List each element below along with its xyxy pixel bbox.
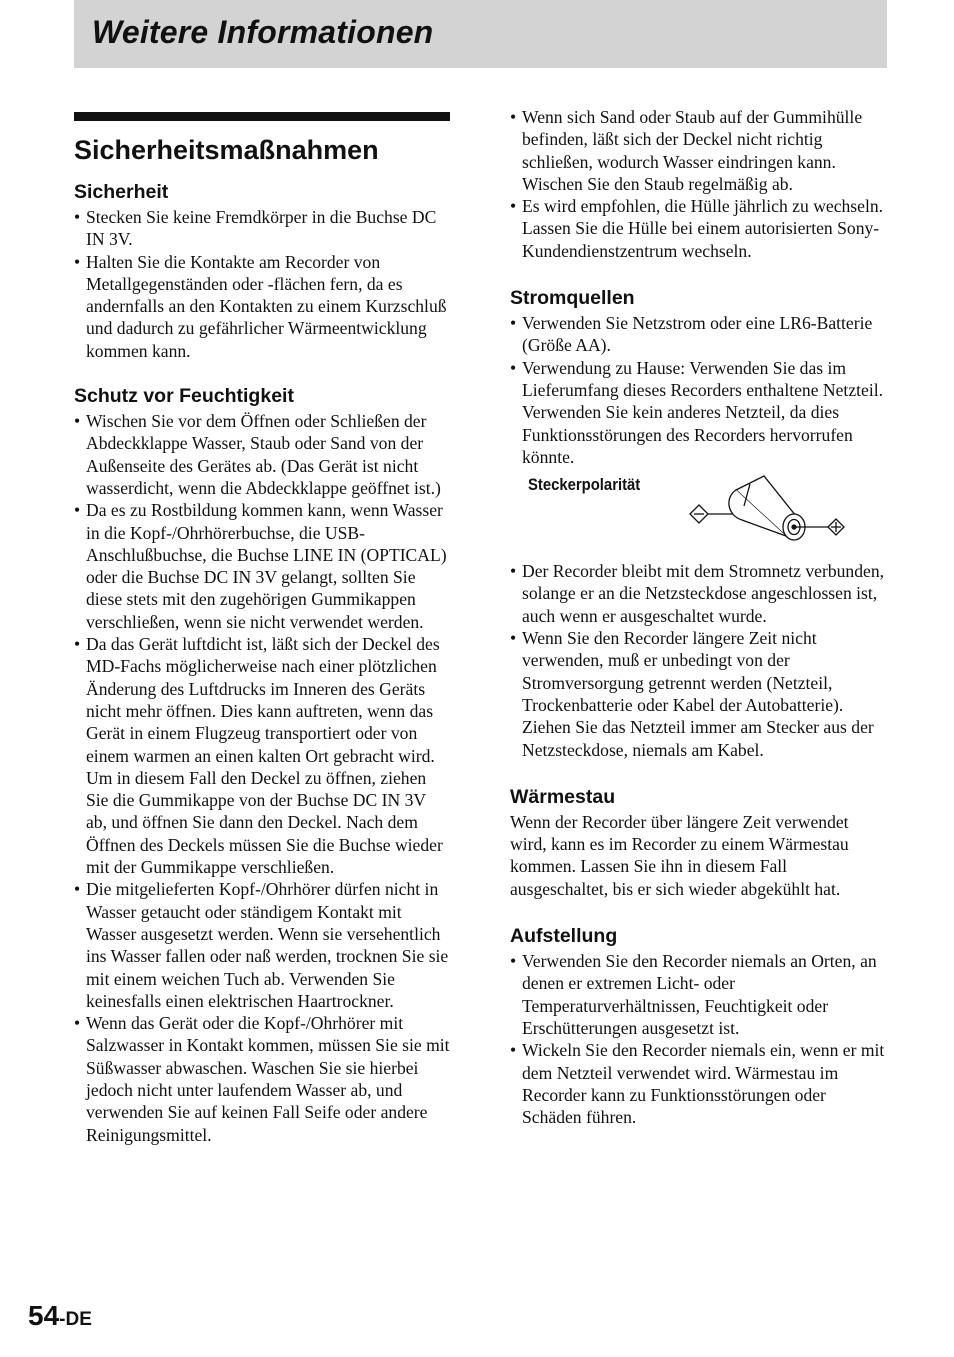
list-item: • Wischen Sie vor dem Öffnen oder Schließen der Abdeckklappe Wasser, Staub oder Sand von der Außenseite des Gerätes ab. (Das Gerät ist nicht wasserdicht, wenn die Abdeckklappe geöffnet ist.) <box>74 410 450 499</box>
section-title: Sicherheitsmaßnahmen <box>74 135 379 165</box>
heading-stromquellen: Stromquellen <box>510 287 635 310</box>
list-item: • Die mitgelieferten Kopf-/Ohrhörer dürfen nicht in Wasser getaucht oder ständigem Kontakt mit Wasser ausgesetzt werden. Wenn sie versehentlich ins Wasser fallen oder naß werden, trocknen Sie sie mit einem weichen Tuch ab. Verwenden Sie keinesfalls einen elektrischen Haartrockner. <box>74 878 450 1012</box>
list-item: • Wenn sich Sand oder Staub auf der Gummihülle befinden, läßt sich der Deckel nicht richtig schließen, wodurch Wasser eindringen kann. Wischen Sie den Staub regelmäßig ab. <box>510 106 887 195</box>
page-number <box>28 1300 92 1332</box>
plug-polarity-figure <box>510 472 887 560</box>
heading-waermestau: Wärmestau <box>510 785 616 808</box>
waermestau-text: Wenn der Recorder über längere Zeit verwendet wird, kann es im Recorder zu einem Wärmestau kommen. Lassen Sie ihn in diesem Fall ausgeschaltet, bis er sich wieder abgekühlt hat. <box>510 811 849 899</box>
list-item: • Halten Sie die Kontakte am Recorder von Metallgegenständen oder -flächen fern, da es andernfalls an den Kontakten zu einem Kurzschluß und dadurch zu gefährlicher Wärmeentwicklung kommen kann. <box>74 251 450 362</box>
left-column <box>74 106 450 1146</box>
list-item: • Es wird empfohlen, die Hülle jährlich zu wechseln. Lassen Sie die Hülle bei einem autorisierten Sony-Kundendienstzentrum wechseln. <box>510 195 887 262</box>
list-aufstellung <box>510 950 887 1128</box>
polarity-label: Steckerpolarität <box>528 476 641 495</box>
list-sicherheit <box>74 206 450 362</box>
heading-aufstellung: Aufstellung <box>510 925 618 948</box>
list-item: • Da es zu Rostbildung kommen kann, wenn Wasser in die Kopf-/Ohrhörerbuchse, die USB-Anschlußbuchse, die Buchse LINE IN (OPTICAL) oder die Buchse DC IN 3V gelangt, sollten Sie diese stets mit den zugehörigen Gummikappen verschließen, wenn sie nicht verwendet werden. <box>74 499 450 633</box>
list-stromquellen <box>510 312 887 468</box>
heading-sicherheit: Sicherheit <box>74 181 169 203</box>
list-item: • Stecken Sie keine Fremdkörper in die Buchse DC IN 3V. <box>74 206 450 251</box>
list-item: • Wenn Sie den Recorder längere Zeit nicht verwenden, muß er unbedingt von der Stromversorgung getrennt werden (Netzteil, Trockenbatterie oder Kabel der Autobatterie). Ziehen Sie das Netzteil immer am Stecker aus der Netzsteckdose, niemals am Kabel. <box>510 627 887 761</box>
list-item: • Wickeln Sie den Recorder niemals ein, wenn er mit dem Netzteil verwendet wird. Wärmestau im Recorder kann zu Funktionsstörungen oder Schäden führen. <box>510 1039 887 1128</box>
list-feuchtigkeit-continued <box>510 106 887 262</box>
right-column <box>510 106 887 1128</box>
list-item: • Verwendung zu Hause: Verwenden Sie das im Lieferumfang dieses Recorders enthaltene Netzteil. Verwenden Sie kein anderes Netzteil, da dies Funktionsstörungen des Recorders hervorrufen könnte. <box>510 357 887 468</box>
section-rule <box>74 112 450 121</box>
list-stromquellen-after <box>510 560 887 761</box>
list-item: • Da das Gerät luftdicht ist, läßt sich der Deckel des MD-Fachs möglicherweise nach einer plötzlichen Änderung des Luftdrucks im Inneren des Geräts nicht mehr öffnen. Dies kann auftreten, wenn das Gerät in einem Flugzeug transportiert oder von einem warmen an einen kalten Ort gebracht wird. Um in diesem Fall den Deckel zu öffnen, ziehen Sie die Gummikappe von der Buchse DC IN 3V ab, und öffnen Sie dann den Deckel. Nach dem Öffnen des Deckels müssen Sie die Buchse wieder mit der Gummikappe verschließen. <box>74 633 450 878</box>
page-number-value: 54 <box>28 1300 60 1331</box>
list-item: • Verwenden Sie Netzstrom oder eine LR6-Batterie (Größe AA). <box>510 312 887 357</box>
heading-schutz-vor-feuchtigkeit: Schutz vor Feuchtigkeit <box>74 385 294 408</box>
page-number-suffix: -DE <box>59 1309 92 1330</box>
page-header-banner <box>74 0 887 68</box>
list-item: • Der Recorder bleibt mit dem Stromnetz verbunden, solange er an die Netzsteckdose angeschlossen ist, auch wenn er ausgeschaltet wurde. <box>510 560 887 627</box>
list-item: • Wenn das Gerät oder die Kopf-/Ohrhörer mit Salzwasser in Kontakt kommen, müssen Sie sie mit Süßwasser abwaschen. Waschen Sie sie hierbei jedoch nicht unter laufendem Wasser ab, und verwenden Sie auf keinen Fall Seife oder andere Reinigungsmittel. <box>74 1012 450 1146</box>
list-item: • Verwenden Sie den Recorder niemals an Orten, an denen er extremen Licht- oder Temperaturverhältnissen, Feuchtigkeit oder Erschütterungen ausgesetzt ist. <box>510 950 887 1039</box>
page-title: Weitere Informationen <box>92 14 434 50</box>
list-feuchtigkeit <box>74 410 450 1146</box>
plug-polarity-icon <box>686 472 858 560</box>
